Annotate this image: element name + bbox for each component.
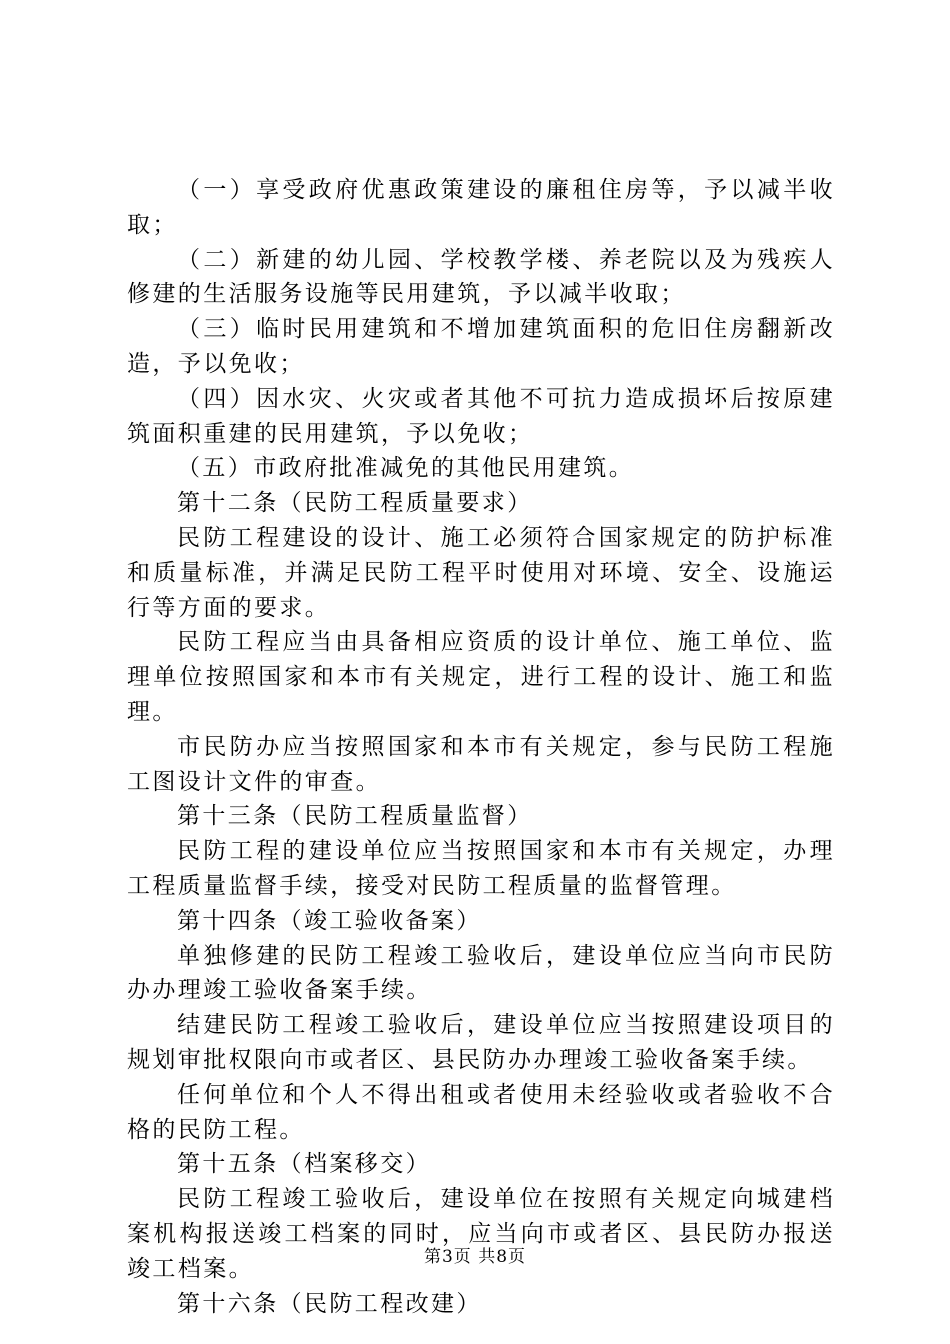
article-15-heading: 第十五条（档案移交） [177, 1151, 431, 1178]
item-three-paragraph: （三）临时民用建筑和不增加建筑面积的危旧住房翻新改造，予以免收； [127, 316, 835, 377]
document-body [127, 173, 835, 1321]
article-13-paragraph-1: 民防工程的建设单位应当按照国家和本市有关规定，办理工程质量监督手续，接受对民防工程质量的监督管理。 [127, 838, 835, 899]
article-14-paragraph-2: 结建民防工程竣工验收后，建设单位应当按照建设项目的规划审批权限向市或者区、县民防办办理竣工验收备案手续。 [127, 1012, 835, 1073]
page-number-footer: 第3页 共8页 [423, 1247, 527, 1267]
item-two-paragraph: （二）新建的幼儿园、学校教学楼、养老院以及为残疾人修建的生活服务设施等民用建筑，予以减半收取； [127, 246, 835, 308]
article-12-paragraph-2: 民防工程应当由具备相应资质的设计单位、施工单位、监理单位按照国家和本市有关规定，进行工程的设计、施工和监理。 [127, 629, 835, 725]
item-one-paragraph: （一）享受政府优惠政策建设的廉租住房等，予以减半收取； [127, 177, 835, 238]
article-14-heading: 第十四条（竣工验收备案） [177, 907, 482, 934]
article-14-paragraph-1: 单独修建的民防工程竣工验收后，建设单位应当向市民防办办理竣工验收备案手续。 [127, 942, 835, 1004]
article-14-paragraph-3: 任何单位和个人不得出租或者使用未经验收或者验收不合格的民防工程。 [127, 1081, 835, 1143]
article-12-paragraph-3: 市民防办应当按照国家和本市有关规定，参与民防工程施工图设计文件的审查。 [127, 733, 835, 795]
item-five-paragraph: （五）市政府批准减免的其他民用建筑。 [177, 455, 635, 482]
article-16-heading: 第十六条（民防工程改建） [177, 1290, 482, 1317]
article-13-heading: 第十三条（民防工程质量监督） [177, 803, 533, 830]
article-12-paragraph-1: 民防工程建设的设计、施工必须符合国家规定的防护标准和质量标准，并满足民防工程平时使用对环境、安全、设施运行等方面的要求。 [127, 524, 835, 621]
item-four-paragraph: （四）因水灾、火灾或者其他不可抗力造成损坏后按原建筑面积重建的民用建筑，予以免收； [127, 385, 835, 447]
article-15-paragraph-1: 民防工程竣工验收后，建设单位在按照有关规定向城建档案机构报送竣工档案的同时，应当向市或者区、县民防办报送竣工档案。 [127, 1186, 835, 1282]
article-12-heading: 第十二条（民防工程质量要求） [177, 490, 533, 517]
